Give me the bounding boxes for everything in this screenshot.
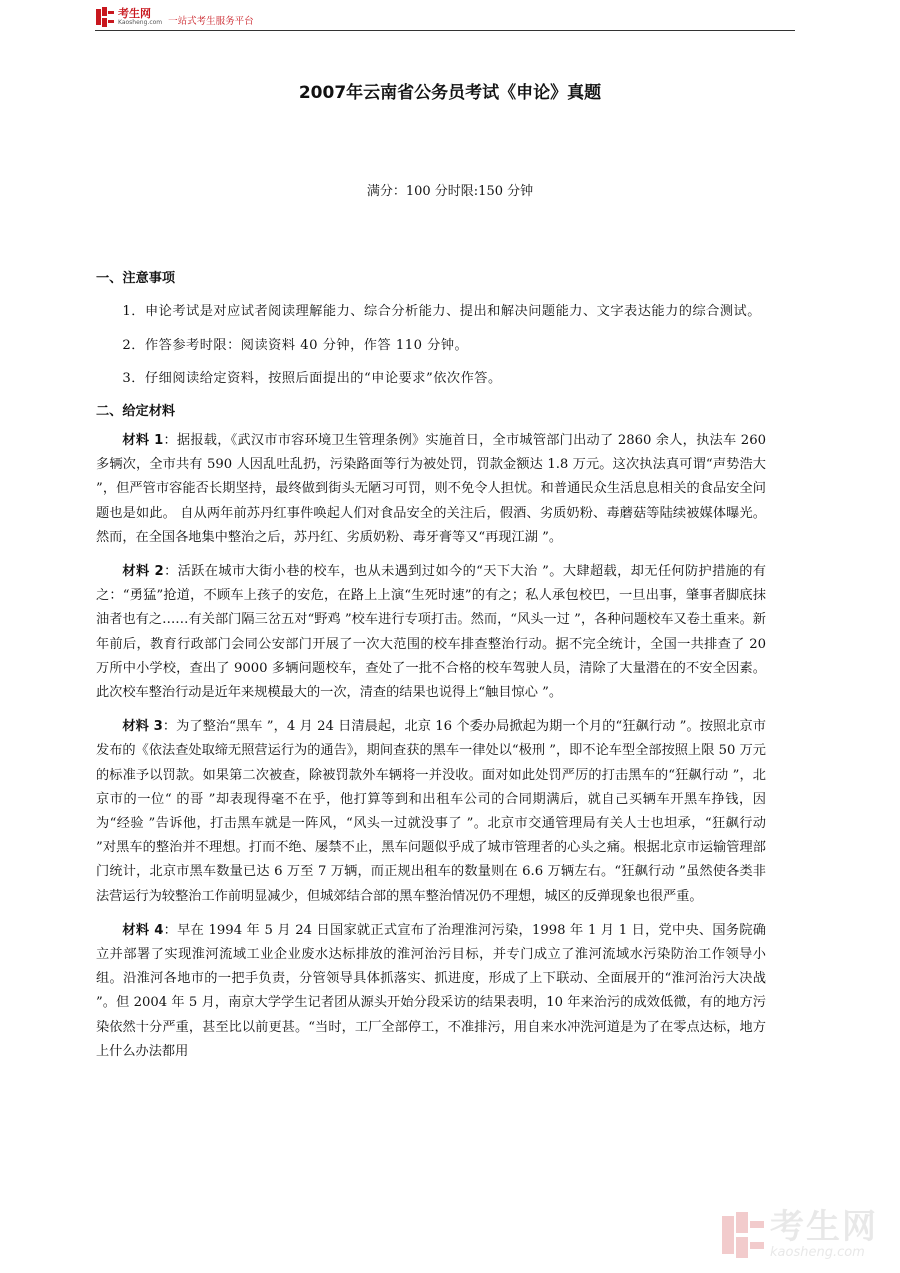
section-heading-materials: 二、给定材料: [96, 404, 176, 419]
material-paragraph: [96, 919, 766, 1064]
note-item: 2．作答参考时限：阅读资料 40 分钟，作答 110 分钟。: [122, 338, 469, 353]
watermark-domain: kaosheng.com: [770, 1245, 865, 1260]
material-paragraph: [96, 715, 766, 909]
material-label: 材料 4: [122, 922, 164, 938]
material-paragraph: [96, 560, 766, 705]
watermark-icon: [722, 1212, 764, 1258]
logo-name: 考生网: [118, 7, 151, 20]
material-paragraph: [96, 429, 766, 550]
material-text: ：早在 1994 年 5 月 24 日国家就正式宣布了治理淮河污染，1998 年 1 月 1 日，党中央、国务院确立并部署了实现淮河流域工业企业废水达标排放的淮河治污目标，并专门成立了淮河流域水污染防治工作领导小组。沿淮河各地市的一把手负责，分管领导具体抓落实、抓进度，形成了上下联动、全面展开的“淮河治污大决战 ”。但 2004 年 5 月，南京大学学生记者团从源头开始分段采访的结果表明，10 年来治污的成效低微，有的地方污染依然十分严重，甚至比以前更甚。“当时，工厂全部停工，不准排污，用自来水冲洗河道是为了在零点达标，地方上什么办法都用: [96, 922, 766, 1059]
material-text: ：据报载，《武汉市市容环境卫生管理条例》实施首日，全市城管部门出动了 2860 余人，执法车 260 多辆次，全市共有 590 人因乱吐乱扔，污染路面等行为被处罚，罚款金额达 1.8 万元。这次执法真可谓“声势浩大 ”，但严管市容能否长期坚持，最终做到街头无陋习可罚，则不免令人担忧。和普通民众生活息息相关的食品安全问题也是如此。 自从两年前苏丹红事件唤起人们对食品安全的关注后，假酒、劣质奶粉、毒蘑菇等陆续被媒体曝光。然而，在全国各地集中整治之后，苏丹红、劣质奶粉、毒牙膏等又“再现江湖 ”。: [96, 433, 766, 545]
note-item: 1．申论考试是对应试者阅读理解能力、综合分析能力、提出和解决问题能力、文字表达能力的综合测试。: [122, 304, 761, 319]
watermark-name: 考生网: [770, 1207, 878, 1247]
logo-domain: Kaosheng.com: [118, 19, 163, 26]
page-title: 2007年云南省公务员考试《申论》真题: [298, 83, 602, 103]
material-label: 材料 2: [122, 564, 164, 580]
material-label: 材料 3: [122, 719, 163, 735]
site-slogan: 一站式考生服务平台: [168, 15, 254, 27]
material-text: ：活跃在城市大街小巷的校车，也从未遇到过如今的“天下大治 ”。大肆超载，却无任何防护措施的有之：“勇猛”抢道，不顾车上孩子的安危，在路上上演“生死时速”的有之；私人承包校巴，一旦出事，肇事者脚底抹油者也有之……有关部门隔三岔五对“野鸡 ”校车进行专项打击。然而，“风头一过 ”，各种问题校车又卷土重来。新年前后，教育行政部门会同公安部门开展了一次大范围的校车排查整治行动。据不完全统计，全国一共排查了 20 万所中小学校，查出了 9000 多辆问题校车，查处了一批不合格的校车驾驶人员，清除了大量潜在的不安全因素。此次校车整治行动是近年来规模最大的一次，清查的结果也说得上“触目惊心 ”。: [96, 564, 766, 701]
material-text: ：为了整治“黑车 ”，4 月 24 日清晨起，北京 16 个委办局掀起为期一个月的“狂飙行动 ”。按照北京市发布的《依法查处取缔无照营运行为的通告》，期间查获的黑车一律处以“极刑 ”，即不论车型全部按照上限 50 万元的标准予以罚款。如果第二次被查，除被罚款外车辆将一并没收。面对如此处罚严厉的打击黑车的“狂飙行动 ”，北京市的一位“ 的哥 ”却表现得毫不在乎，他打算等到和出租车公司的合同期满后，就自己买辆车开黑车挣钱，因为“经验 ”告诉他，打击黑车就是一阵风，“风头一过就没事了 ”。北京市交通管理局有关人士也坦承，“狂飙行动 ”对黑车的整治并不理想。打而不绝、屡禁不止，黑车问题似乎成了城市管理者的心头之痛。根据北京市运输管理部门统计，北京市黑车数量已达 6 万至 7 万辆，而正规出租车的数量则在 6.6 万辆左右。“狂飙行动 ”虽然使各类非法营运行为较整治工作前明显减少，但城郊结合部的黑车整治情况仍不理想，城区的反弹现象也很严重。: [96, 719, 766, 904]
document-body: [96, 266, 766, 1064]
logo-icon: [96, 7, 114, 27]
material-label: 材料 1: [122, 433, 164, 448]
note-item: 3．仔细阅读给定资料，按照后面提出的“申论要求”依次作答。: [122, 371, 502, 386]
score-time-line: 满分：100 分时限:150 分钟: [366, 184, 534, 199]
page-header: [0, 0, 900, 30]
section-heading-notes: 一、注意事项: [96, 271, 176, 286]
site-logo[interactable]: [96, 7, 254, 27]
header-divider: [95, 30, 795, 31]
watermark-logo: [722, 1207, 878, 1260]
